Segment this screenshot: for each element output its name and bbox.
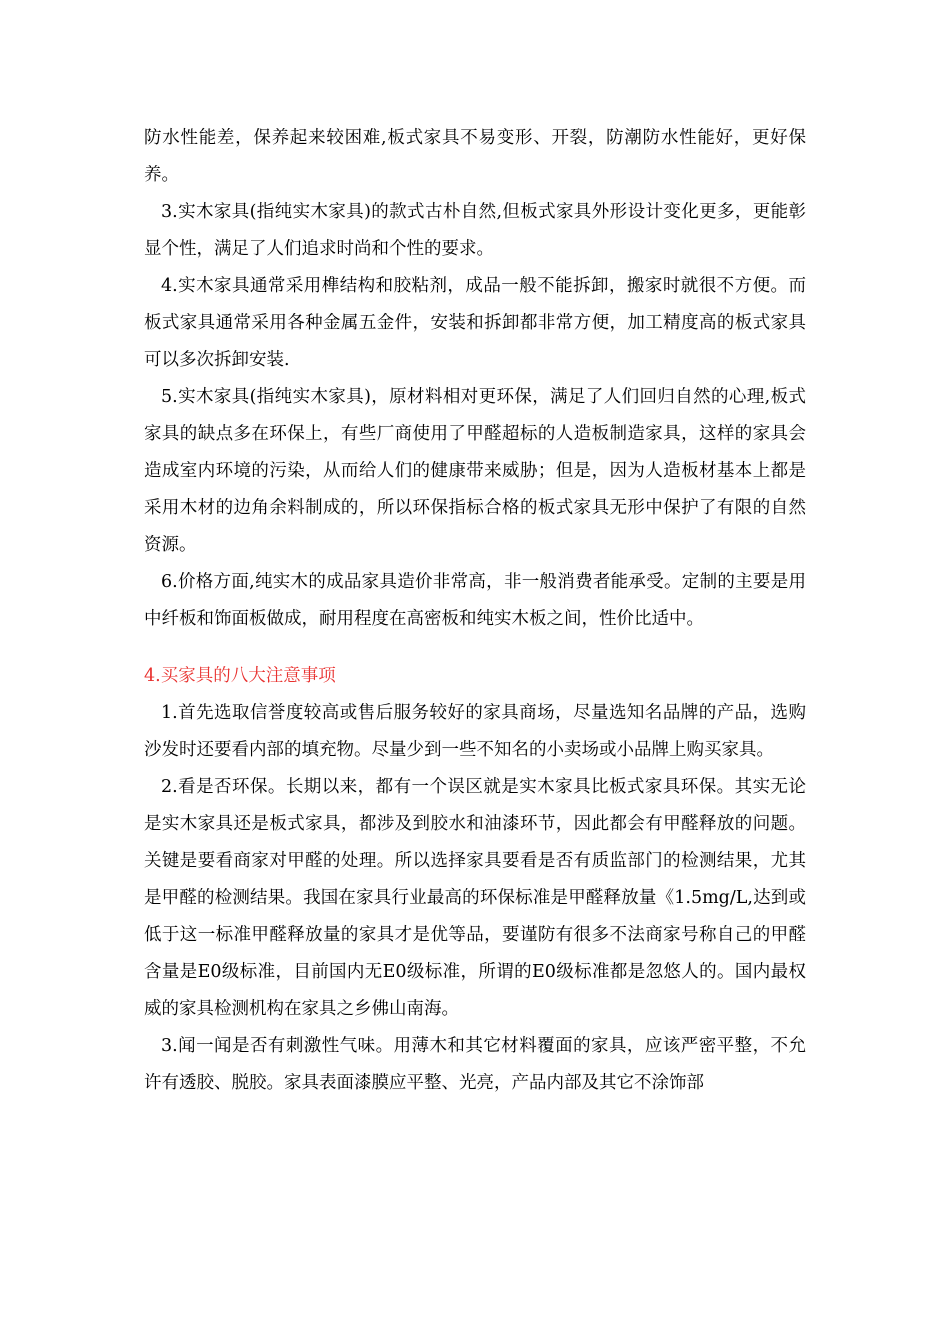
tip-3: 3.闻一闻是否有刺激性气味。用薄木和其它材料覆面的家具，应该严密平整，不允许有透胶、脱胶。家具表面漆膜应平整、光亮，产品内部及其它不涂饰部 [144, 1036, 806, 1093]
comparison-point-5: 5.实木家具(指纯实木家具)，原材料相对更环保，满足了人们回归自然的心理,板式家具的缺点多在环保上，有些厂商使用了甲醛超标的人造板制造家具，这样的家具会造成室内环境的污染，从而给人们的健康带来威胁；但是，因为人造板材基本上都是采用木材的边角余料制成的，所以环保指标合格的板式家具无形中保护了有限的自然资源。 [144, 387, 806, 555]
intro-continuation-paragraph: 防水性能差，保养起来较困难,板式家具不易变形、开裂，防潮防水性能好，更好保养。 [144, 128, 806, 185]
section-heading: 4.买家具的八大注意事项 [144, 666, 336, 686]
comparison-point-6: 6.价格方面,纯实木的成品家具造价非常高，非一般消费者能承受。定制的主要是用中纤板和饰面板做成，耐用程度在高密板和纯实木板之间，性价比适中。 [144, 572, 806, 629]
comparison-point-3: 3.实木家具(指纯实木家具)的款式古朴自然,但板式家具外形设计变化更多，更能彰显个性，满足了人们追求时尚和个性的要求。 [144, 202, 806, 259]
tip-2: 2.看是否环保。长期以来，都有一个误区就是实木家具比板式家具环保。其实无论是实木家具还是板式家具，都涉及到胶水和油漆环节，因此都会有甲醛释放的问题。关键是要看商家对甲醛的处理。所以选择家具要看是否有质监部门的检测结果，尤其是甲醛的检测结果。我国在家具行业最高的环保标准是甲醛释放量《1.5mg/L,达到或低于这一标准甲醛释放量的家具才是优等品，要谨防有很多不法商家号称自己的甲醛含量是E0级标准，目前国内无E0级标准，所谓的E0级标准都是忽悠人的。国内最权威的家具检测机构在家具之乡佛山南海。 [144, 777, 806, 1019]
tip-1: 1.首先选取信誉度较高或售后服务较好的家具商场，尽量选知名品牌的产品，选购沙发时还要看内部的填充物。尽量少到一些不知名的小卖场或小品牌上购买家具。 [144, 703, 806, 760]
comparison-point-4: 4.实木家具通常采用榫结构和胶粘剂，成品一般不能拆卸，搬家时就很不方便。而板式家具通常采用各种金属五金件，安装和拆卸都非常方便，加工精度高的板式家具可以多次拆卸安装. [144, 276, 806, 370]
document-body [144, 120, 806, 1102]
